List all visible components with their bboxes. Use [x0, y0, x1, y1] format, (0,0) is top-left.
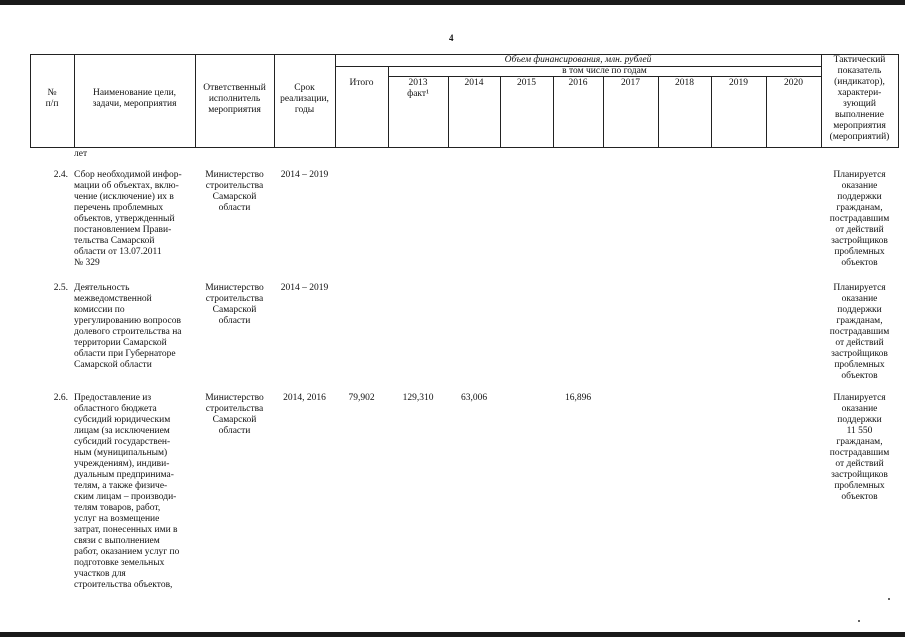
row-2-5-period: 2014 – 2019: [280, 283, 329, 293]
scan-speck: [888, 598, 890, 600]
row-2-6-value-2016: 16,896: [564, 393, 592, 403]
header-year-2013: 2013: [408, 78, 428, 88]
continuation-text: лет: [74, 149, 88, 159]
header-year-2015: 2015: [517, 78, 536, 88]
header-year-2013-note: факт¹: [407, 89, 429, 99]
row-2-6-value-2013: 129,310: [402, 393, 434, 403]
row-2-6-indicator: Планируется оказание поддержки 11 550 гражданам, пострадавшим от действий застройщиков проблемных объектов: [829, 393, 890, 502]
row-2-6-executor: Министерство строительства Самарской области: [205, 393, 264, 436]
header-year-2014: 2014: [464, 78, 484, 88]
row-2-6-value-2014: 63,006: [460, 393, 488, 403]
header-year-2017: 2017: [621, 78, 640, 88]
row-2-4-executor: Министерство строительства Самарской области: [205, 170, 264, 213]
header-year-2016: 2016: [568, 78, 588, 88]
row-2-6-num: 2.6.: [53, 393, 68, 403]
header-year-2020: 2020: [784, 78, 803, 88]
program-table: [0, 50, 905, 632]
header-year-2018: 2018: [675, 78, 694, 88]
scan-speck: [858, 620, 860, 622]
col-rule: [898, 54, 899, 148]
row-2-6-name: Предоставление из областного бюджета субсидий юридическим лицам (за исключением субсидий государствен- ным (муниципальным) учреждениям), индиви- дуальным предпринима- телям, а также физиче- ским лицам – производи- телям товаров, работ, услуг на возмещение затрат, понесенных ими в связи с выполнением работ, оказанием услуг по подготовке земельных участков для строительства объектов,: [74, 393, 180, 590]
row-2-5-name: Деятельность межведомственной комиссии по урегулированию вопросов долевого строительства на территории Самарской области при Губернаторе Самарской области: [74, 283, 182, 370]
scan-top-border: [0, 0, 905, 5]
header-year-2019: 2019: [729, 78, 748, 88]
header-funding: Объем финансирования, млн. рублей: [504, 55, 652, 65]
row-2-6-total: 79,902: [348, 393, 375, 403]
row-2-4-num: 2.4.: [53, 170, 68, 180]
header-num: № п/п: [45, 88, 59, 109]
header-bottom-rule: [30, 147, 898, 148]
row-2-5-num: 2.5.: [53, 283, 68, 293]
header-period: Срок реализации, годы: [280, 83, 329, 115]
row-2-4-name: Сбор необходимой инфор- мации об объектах, вклю- чение (исключение) их в перечень проблемных объектов, утвержденный постановлением Прави- тельства Самарской области от 13.07.2011 № 329: [74, 170, 182, 268]
row-2-5-executor: Министерство строительства Самарской области: [205, 283, 264, 326]
page-number: 4: [449, 33, 454, 43]
col-rule: [335, 54, 336, 148]
scan-bottom-border: [0, 632, 905, 637]
header-executor: Ответственный исполнитель мероприятия: [203, 83, 266, 115]
row-2-4-indicator: Планируется оказание поддержки гражданам, пострадавшим от действий застройщиков проблемных объектов: [829, 170, 890, 268]
row-2-5-indicator: Планируется оказание поддержки гражданам, пострадавшим от действий застройщиков проблемных объектов: [829, 283, 890, 381]
header-total: Итого: [349, 78, 374, 88]
header-name: Наименование цели, задачи, мероприятия: [92, 88, 177, 109]
row-2-6-period: 2014, 2016: [283, 393, 326, 403]
header-indicator: Тактический показатель (индикатор), характери- зующий выполнение мероприятия (мероприятий): [829, 55, 890, 142]
row-2-4-period: 2014 – 2019: [280, 170, 329, 180]
header-by-years: в том числе по годам: [562, 66, 647, 76]
